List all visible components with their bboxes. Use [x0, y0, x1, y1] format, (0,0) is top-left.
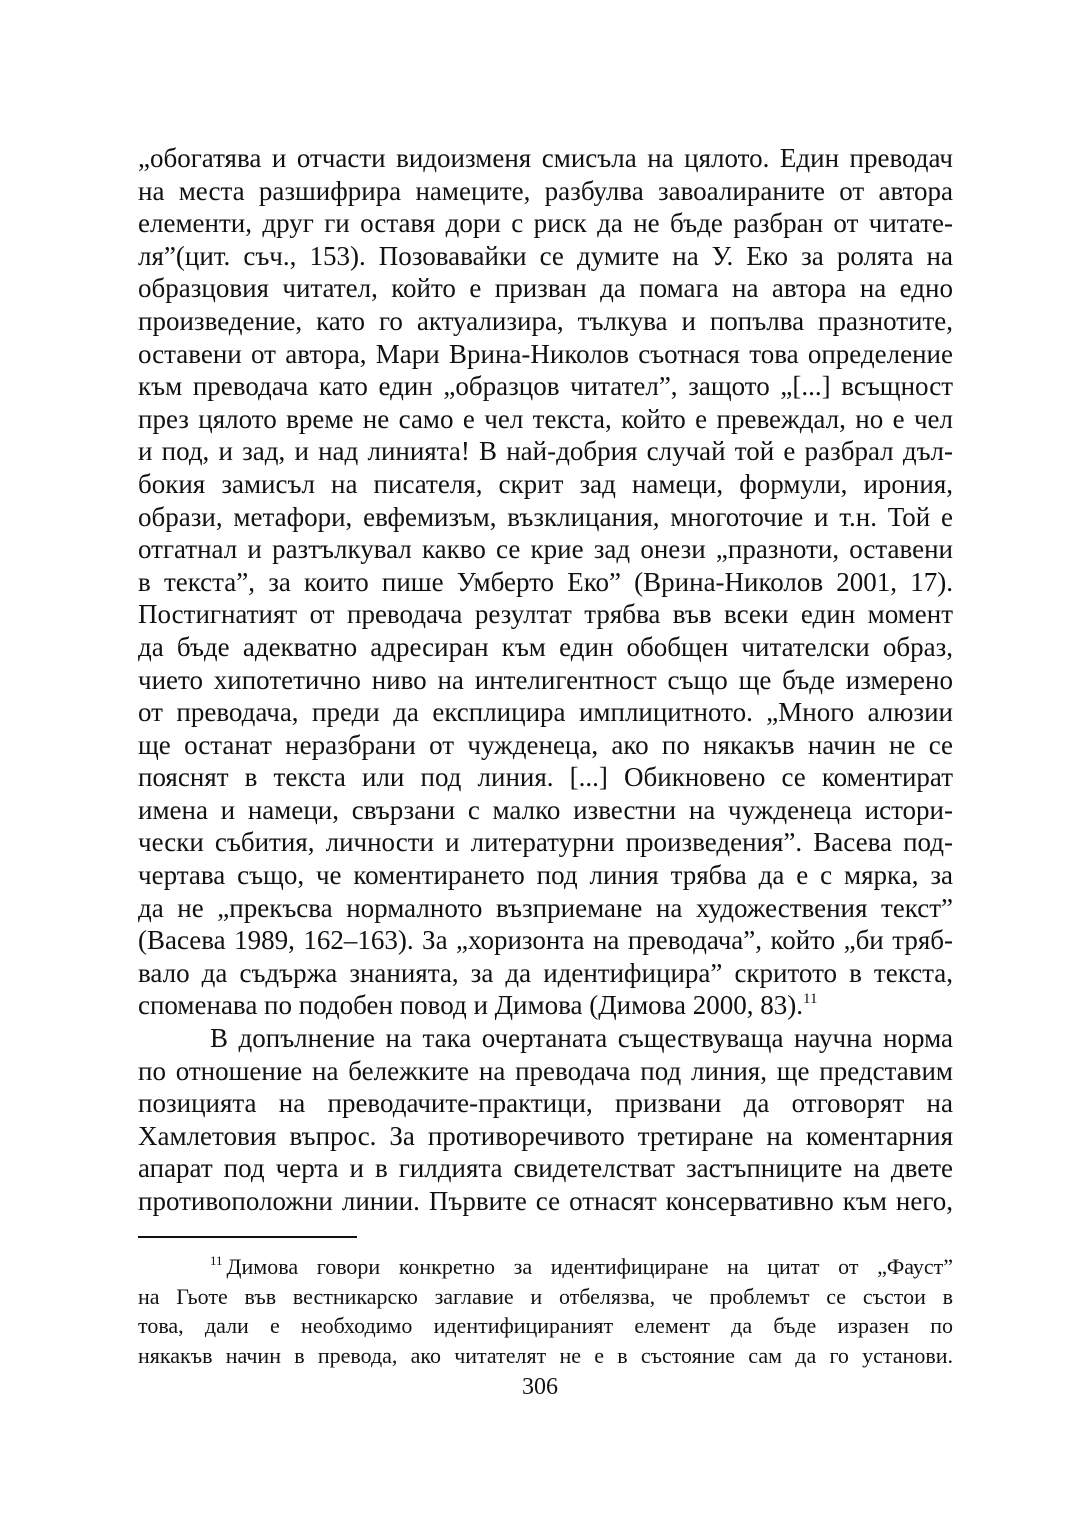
text-line: (Васева 1989, 162–163). За „хоризонта на преводача”, който „би тряб- — [138, 925, 953, 956]
paragraph-line: апарат под черта и в гилдията свидетелстват застъпниците на двете — [138, 1153, 953, 1184]
paragraph-line: Хамлетовия въпрос. За противоречивото третиране на коментарния — [138, 1120, 953, 1151]
text-line: през цялото време не само е чел текста, който е превеждал, но е чел — [138, 403, 953, 434]
paragraph-line: противоположни линии. Първите се отнасят консервативно към него, — [138, 1186, 953, 1216]
footnote-line-with-mark — [138, 1252, 953, 1282]
text-line: ля”(цит. съч., 153). Позовавайки се думите на У. Еко за ролята на — [138, 240, 953, 271]
text-line: отгатнал и разтълкувал какво се крие зад онези „празноти, оставени — [138, 534, 953, 565]
main-text — [138, 142, 953, 1218]
text-line: чертава също, че коментирането под линия трябва да е с мярка, за — [138, 860, 953, 891]
text-line: към преводача като един „образцов читател”, защото „[...] всъщност — [138, 371, 953, 402]
text-line: оставени от автора, Мари Врина-Николов съотнася това определение — [138, 338, 953, 369]
text-line: да бъде адекватно адресиран към един обобщен читателски образ, — [138, 631, 953, 662]
paragraph-line: позицията на преводачите-практици, призвани да отговорят на — [138, 1088, 953, 1119]
footnote-line: някакъв начин в превода, ако читателят не е в състояние сам да го установи. — [138, 1342, 953, 1368]
text-line: от преводача, преди да експлицира имплицитното. „Много алюзии — [138, 697, 953, 728]
text-line: споменава по подобен повод и Димова (Димова 2000, 83). — [138, 990, 804, 1021]
text-line: ще останат неразбрани от чужденеца, ако по някакъв начин не се — [138, 729, 953, 760]
text-line: на места разшифрира намеците, разбулва завоалираните от автора — [138, 175, 953, 206]
paragraph-line: В допълнение на така очертаната съществуваща научна норма — [210, 1023, 953, 1054]
text-line: пояснят в текста или под линия. [...] Обикновено се коментират — [138, 762, 953, 793]
text-line-with-footnote-ref — [138, 989, 953, 1022]
text-line: произведение, като го актуализира, тълкува и попълва празнотите, — [138, 305, 953, 336]
footnote-line: това, дали е необходимо идентифицираният елемент да бъде изразен по — [138, 1313, 953, 1338]
text-line: бокия замисъл на писателя, скрит зад намеци, формули, ирония, — [138, 468, 953, 499]
text-line: образцовия читател, който е призван да помага на автора на едно — [138, 273, 953, 304]
paragraph-line: по отношение на бележките на преводача под линия, ще представим — [138, 1055, 953, 1086]
text-line: имена и намеци, свързани с малко известни на чужденеца истори- — [138, 794, 953, 825]
footnote — [138, 1252, 953, 1370]
text-line: чески събития, личности и литературни произведения”. Васева под- — [138, 827, 953, 858]
footnote-line: Димова говори конкретно за идентифициране на цитат от „Фауст” — [226, 1254, 953, 1279]
text-line: и под, и зад, и над линията! В най-добрия случай той е разбрал дъл- — [138, 436, 953, 467]
page-number: 306 — [522, 1374, 558, 1400]
text-line: вало да съдържа знанията, за да идентифицира” скритото в текста, — [138, 957, 953, 988]
footnote-separator — [138, 1236, 357, 1238]
text-line: чието хипотетично ниво на интелигентност също ще бъде измерено — [138, 664, 953, 695]
footnote-reference[interactable]: 11 — [803, 991, 818, 1008]
text-line: образи, метафори, евфемизъм, възклицания, многоточие и т.н. Той е — [138, 501, 953, 532]
text-line: Постигнатият от преводача резултат трябва във всеки един момент — [138, 599, 953, 630]
footnote-line: на Гьоте във вестникарско заглавие и отбелязва, че проблемът се състои в — [138, 1283, 953, 1309]
text-line: елементи, друг ги оставя дори с риск да не бъде разбран от читате- — [138, 208, 953, 239]
text-line: да не „прекъсва нормалното възприемане на художествения текст” — [138, 892, 953, 923]
text-line: „обогатява и отчасти видоизменя смисъла на цялото. Един преводач — [138, 143, 953, 173]
text-line: в текста”, за които пише Умберто Еко” (Врина-Николов 2001, 17). — [138, 566, 953, 597]
footnote-mark: 11 — [210, 1253, 223, 1268]
